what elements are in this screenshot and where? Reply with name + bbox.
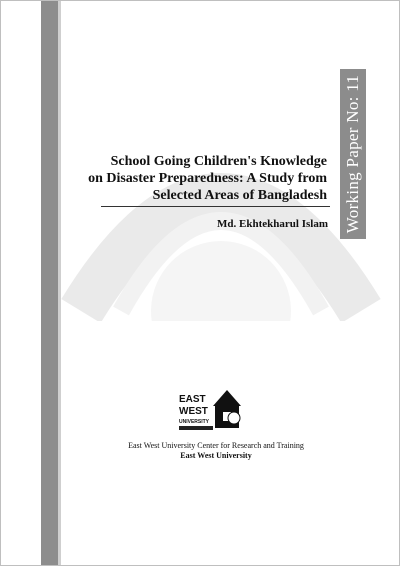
- logo-text-west: WEST: [179, 406, 208, 417]
- document-title: [67, 153, 327, 204]
- logo-text-university: UNIVERSITY: [179, 419, 210, 425]
- author-name: Md. Ekhtekharul Islam: [217, 218, 328, 230]
- research-center-name: East West University Center for Research and Training: [128, 441, 304, 450]
- logo-text-east: EAST: [179, 394, 206, 405]
- university-logo-icon: [177, 384, 241, 434]
- vertical-gray-bar: [41, 1, 58, 566]
- title-line-1: School Going Children's Knowledge: [110, 154, 327, 169]
- title-line-2: on Disaster Preparedness: A Study from: [88, 171, 327, 186]
- title-line-3: Selected Areas of Bangladesh: [152, 188, 327, 203]
- university-name: East West University: [180, 451, 252, 460]
- working-paper-badge: [340, 69, 366, 239]
- working-paper-label: Working Paper No: 11: [343, 74, 362, 234]
- title-divider: [101, 206, 330, 207]
